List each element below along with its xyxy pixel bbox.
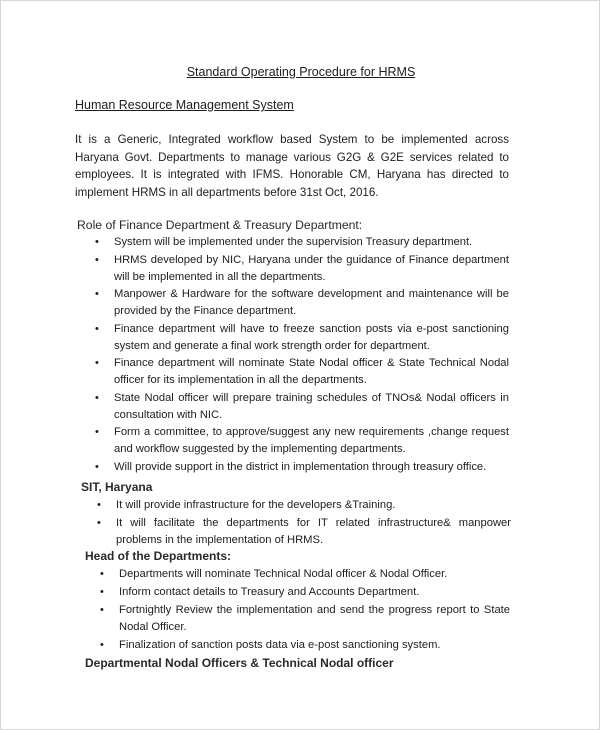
section-heading-nodal-officers: Departmental Nodal Officers & Technical Nodal officer: [85, 656, 394, 670]
document-subtitle: Human Resource Management System: [75, 98, 294, 112]
list-item: • Departments will nominate Technical Nodal officer & Nodal Officer.: [100, 566, 510, 583]
intro-paragraph: It is a Generic, Integrated workflow based System to be implemented across Haryana Govt. Departments to manage various G2G & G2E services related to employees. It is integrated with IFMS. Honorable CM, Haryana has directed to implement HRMS in all departments before 31st Oct, 2016.: [75, 133, 509, 199]
list-item: • Fortnightly Review the implementation and send the progress report to State Nodal Officer.: [100, 602, 510, 636]
section-heading-sit-haryana: SIT, Haryana: [81, 480, 153, 494]
list-item: • Inform contact details to Treasury and Accounts Department.: [100, 584, 510, 601]
section-heading-finance-treasury: Role of Finance Department & Treasury Department:: [77, 218, 363, 232]
head-of-departments-list: [100, 566, 510, 655]
list-item: • Will provide support in the district in implementation through treasury office.: [95, 459, 509, 476]
sit-haryana-list: [97, 497, 511, 550]
finance-treasury-role-list: [95, 234, 509, 476]
list-item: • It will facilitate the departments for IT related infrastructure& manpower problems in the implementation of HRMS.: [97, 515, 511, 549]
list-item: • System will be implemented under the supervision Treasury department.: [95, 234, 509, 251]
list-item: • Finance department will nominate State Nodal officer & State Technical Nodal officer for its implementation in all the departments.: [95, 355, 509, 389]
list-item: • Form a committee, to approve/suggest any new requirements ,change request and workflow suggested by the implementing departments.: [95, 424, 509, 458]
list-item: • HRMS developed by NIC, Haryana under the guidance of Finance department will be implemented in all the departments.: [95, 252, 509, 286]
list-item: • Finance department will have to freeze sanction posts via e-post sanctioning system and generate a final work strength order for department.: [95, 321, 509, 355]
list-item: • It will provide infrastructure for the developers &Training.: [97, 497, 511, 514]
list-item: • Finalization of sanction posts data via e-post sanctioning system.: [100, 637, 510, 654]
document-title: Standard Operating Procedure for HRMS: [186, 65, 416, 79]
list-item: • State Nodal officer will prepare training schedules of TNOs& Nodal officers in consultation with NIC.: [95, 390, 509, 424]
section-heading-head-of-departments: Head of the Departments:: [85, 549, 232, 563]
list-item: • Manpower & Hardware for the software development and maintenance will be provided by the Finance department.: [95, 286, 509, 320]
